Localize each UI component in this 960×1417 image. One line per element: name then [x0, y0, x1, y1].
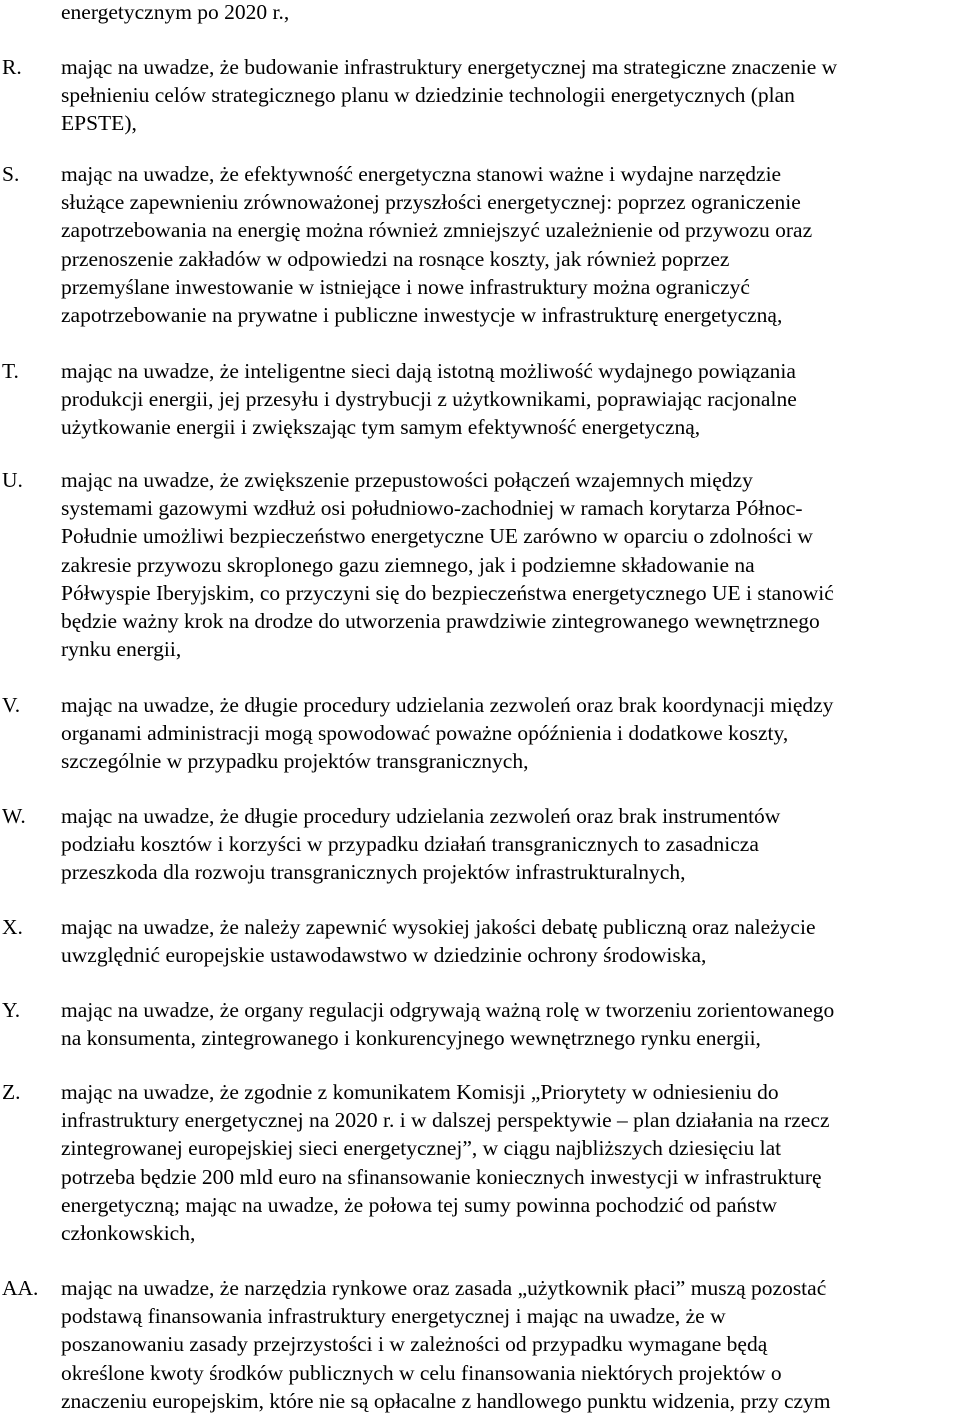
recital-label: T.	[2, 359, 19, 383]
recital-text: mając na uwadze, że zgodnie z komunikatem Komisji „Priorytety w odniesieniu do infrastruktury energetycznej na 2020 r. i w dalszej perspektywie – plan działania na rzecz zintegrowanej europejskiej sieci energetycznej”, w ciągu najbliższych dziesięciu lat potrzeba będzie 200 mld euro na sfinansowanie koniecznych inwestycji w infrastrukturę energetyczną; mając na uwadze, że połowa tej sumy powinna pochodzić od państw członkowskich,	[61, 1080, 830, 1246]
recital-text: mając na uwadze, że inteligentne sieci dają istotną możliwość wydajnego powiązania produkcji energii, jej przesyłu i dystrybucji z użytkownikami, poprawiając racjonalne użytkowanie energii i zwiększając tym samym efektywność energetyczną,	[61, 359, 797, 440]
recital-label: S.	[2, 162, 20, 186]
recital-text: mając na uwadze, że organy regulacji odgrywają ważną rolę w tworzeniu zorientowanego na konsumenta, zintegrowanego i konkurencyjnego wewnętrznego rynku energii,	[61, 998, 835, 1051]
recital-text: mając na uwadze, że narzędzia rynkowe oraz zasada „użytkownik płaci” muszą pozostać podstawą finansowania infrastruktury energetycznej i mając na uwadze, że w poszanowaniu zasady przejrzystości i w zależności od przypadku wymagane będą określone kwoty środków publicznych w celu finansowania niektórych projektów o znaczeniu europejskim, które nie są opłacalne z handlowego punktu widzenia, przy czym	[61, 1276, 831, 1413]
recital-label: V.	[2, 693, 21, 717]
recital-label: U.	[2, 468, 23, 492]
recital-label: R.	[2, 55, 22, 79]
recital-label: AA.	[2, 1276, 39, 1300]
recital-label: X.	[2, 915, 23, 939]
intro-line: energetycznym po 2020 r.,	[61, 0, 290, 24]
recital-label: Y.	[2, 998, 21, 1022]
recital-text: mając na uwadze, że zwiększenie przepustowości połączeń wzajemnych między systemami gazowymi wzdłuż osi południowo-zachodniej w ramach korytarza Północ- Południe umożliwi bezpieczeństwo energetyczne UE zarówno w oparciu o zdolności w zakresie przywozu skroplonego gazu ziemnego, jak i podziemne składowanie na Półwyspie Iberyjskim, co przyczyni się do bezpieczeństwa energetycznego UE i stanowić będzie ważny krok na drodze do utworzenia prawdziwie zintegrowanego wewnętrznego rynku energii,	[61, 468, 834, 662]
recital-label: W.	[2, 804, 26, 828]
recital-text: mając na uwadze, że efektywność energetyczna stanowi ważne i wydajne narzędzie służące zapewnieniu zrównoważonej przyszłości energetycznej: poprzez ograniczenie zapotrzebowania na energię można również zmniejszyć uzależnienie od przywozu oraz przenoszenie zakładów w odpowiedzi na rosnące koszty, jak również poprzez przemyślane inwestowanie w istniejące i nowe infrastruktury można ograniczyć zapotrzebowanie na prywatne i publiczne inwestycje w infrastrukturę energetyczną,	[61, 162, 813, 328]
recital-text: mając na uwadze, że długie procedury udzielania zezwoleń oraz brak koordynacji między organami administracji mogą spowodować poważne opóźnienia i dodatkowe koszty, szczególnie w przypadku projektów transgranicznych,	[61, 693, 834, 774]
recital-text: mając na uwadze, że budowanie infrastruktury energetycznej ma strategiczne znaczenie w spełnieniu celów strategicznego planu w dziedzinie technologii energetycznych (plan EPSTE),	[61, 55, 838, 136]
recital-label: Z.	[2, 1080, 21, 1104]
recital-text: mając na uwadze, że należy zapewnić wysokiej jakości debatę publiczną oraz należycie uwzględnić europejskie ustawodawstwo w dziedzinie ochrony środowiska,	[61, 915, 816, 968]
recital-text: mając na uwadze, że długie procedury udzielania zezwoleń oraz brak instrumentów podziału kosztów i korzyści w przypadku działań transgranicznych to zasadnicza przeszkoda dla rozwoju transgranicznych projektów infrastrukturalnych,	[61, 804, 781, 885]
